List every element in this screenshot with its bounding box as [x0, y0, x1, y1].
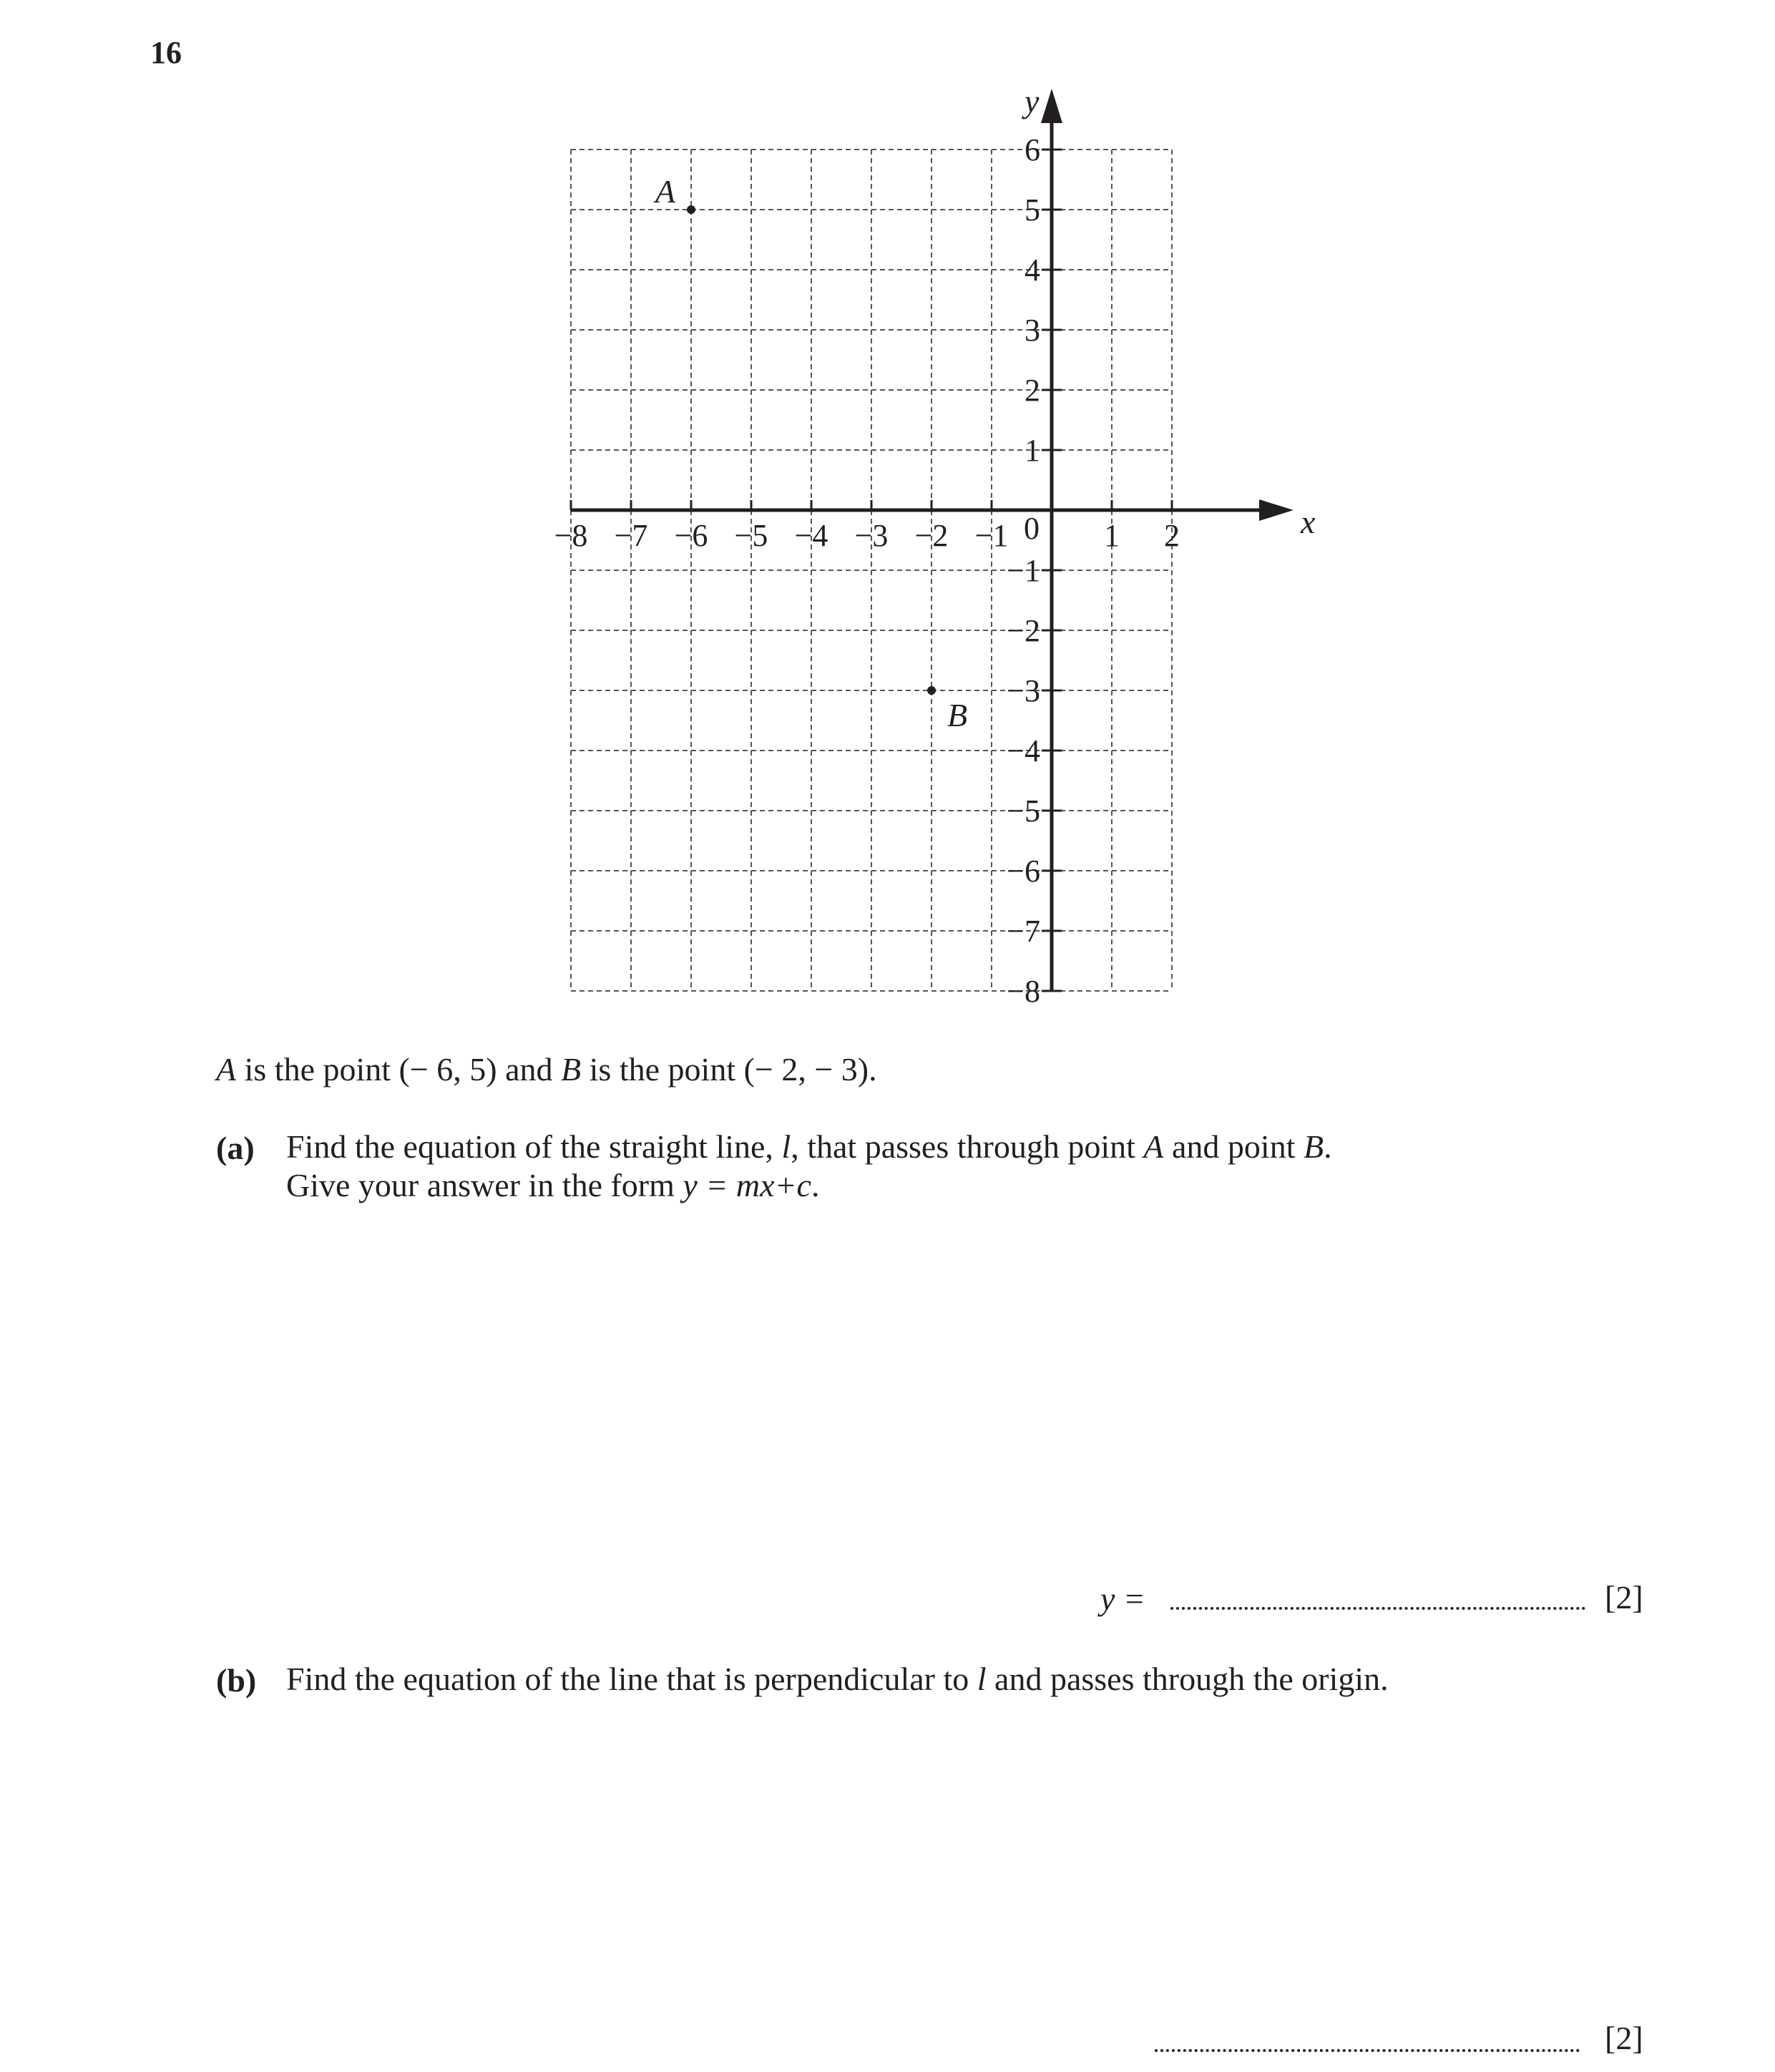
- y-tick-label: 6: [1025, 132, 1040, 167]
- y-tick-label: −4: [1007, 733, 1040, 768]
- x-tick-label: −8: [554, 518, 588, 553]
- grid-lines: [571, 150, 1172, 991]
- question-stem: [216, 1050, 877, 1088]
- part-a-text: [286, 1128, 1332, 1205]
- point-b-label: B: [947, 697, 968, 733]
- x-axis-arrow: [1259, 499, 1294, 521]
- y-tick-label: 5: [1025, 192, 1040, 228]
- part-b-answer-line[interactable]: [1155, 2022, 1580, 2060]
- x-axis-label: x: [1301, 504, 1316, 540]
- part-a-marks: [2]: [1605, 1579, 1643, 1616]
- stem-text-1: is the point (− 6, 5) and: [236, 1051, 562, 1088]
- y-axis-label: y: [1025, 83, 1040, 119]
- point-a-label: A: [655, 173, 675, 210]
- x-tick-label: −4: [794, 518, 828, 553]
- x-tick-label: 2: [1164, 518, 1180, 553]
- part-a-line-2: Give your answer in the form y = mx+c.: [286, 1167, 820, 1203]
- plotted-points: [653, 173, 967, 733]
- point-b: [927, 686, 936, 695]
- coordinate-grid: [0, 0, 1775, 1030]
- part-b-answer-dots[interactable]: [1155, 2028, 1580, 2052]
- part-b-marks: [2]: [1605, 2020, 1643, 2056]
- x-tick-label: 1: [1104, 518, 1120, 553]
- x-tick-label: −3: [854, 518, 889, 553]
- x-tick-label: −6: [674, 518, 708, 553]
- question-number: 16: [150, 35, 182, 70]
- part-a-answer-prefix: y =: [1100, 1580, 1145, 1617]
- y-tick-label: 2: [1025, 373, 1040, 408]
- y-tick-label: −2: [1007, 613, 1040, 648]
- part-a-answer-dots[interactable]: [1170, 1585, 1585, 1610]
- y-tick-label: −5: [1007, 793, 1040, 829]
- part-a-line-1: Find the equation of the straight line, l, that passes through point A and point B.: [286, 1128, 1332, 1165]
- stem-text-2: is the point (− 2, − 3).: [581, 1051, 877, 1088]
- part-b-label: (b): [216, 1662, 257, 1699]
- y-tick-label: 1: [1025, 433, 1040, 468]
- x-tick-label: −1: [974, 518, 1009, 553]
- y-tick-label: −3: [1007, 673, 1040, 708]
- x-tick-label: −2: [914, 518, 949, 553]
- part-b-text: Find the equation of the line that is perpendicular to l and passes through the origin.: [286, 1661, 1389, 1697]
- point-a: [687, 205, 695, 214]
- part-a-label: (a): [216, 1130, 255, 1166]
- part-a-answer-line[interactable]: [1100, 1580, 1585, 1618]
- origin-label: 0: [1024, 511, 1040, 546]
- y-tick-label: 4: [1025, 253, 1040, 288]
- y-tick-label: −6: [1007, 854, 1040, 889]
- y-tick-label: −1: [1007, 553, 1040, 588]
- y-tick-label: 3: [1025, 313, 1040, 348]
- y-tick-label: −7: [1007, 914, 1040, 949]
- y-axis-arrow: [1041, 89, 1062, 123]
- point-b-name: B: [561, 1051, 582, 1088]
- x-tick-label: −7: [614, 518, 648, 553]
- y-tick-label: −8: [1007, 974, 1040, 1009]
- x-tick-label: −5: [734, 518, 768, 553]
- point-a-name: A: [216, 1051, 237, 1088]
